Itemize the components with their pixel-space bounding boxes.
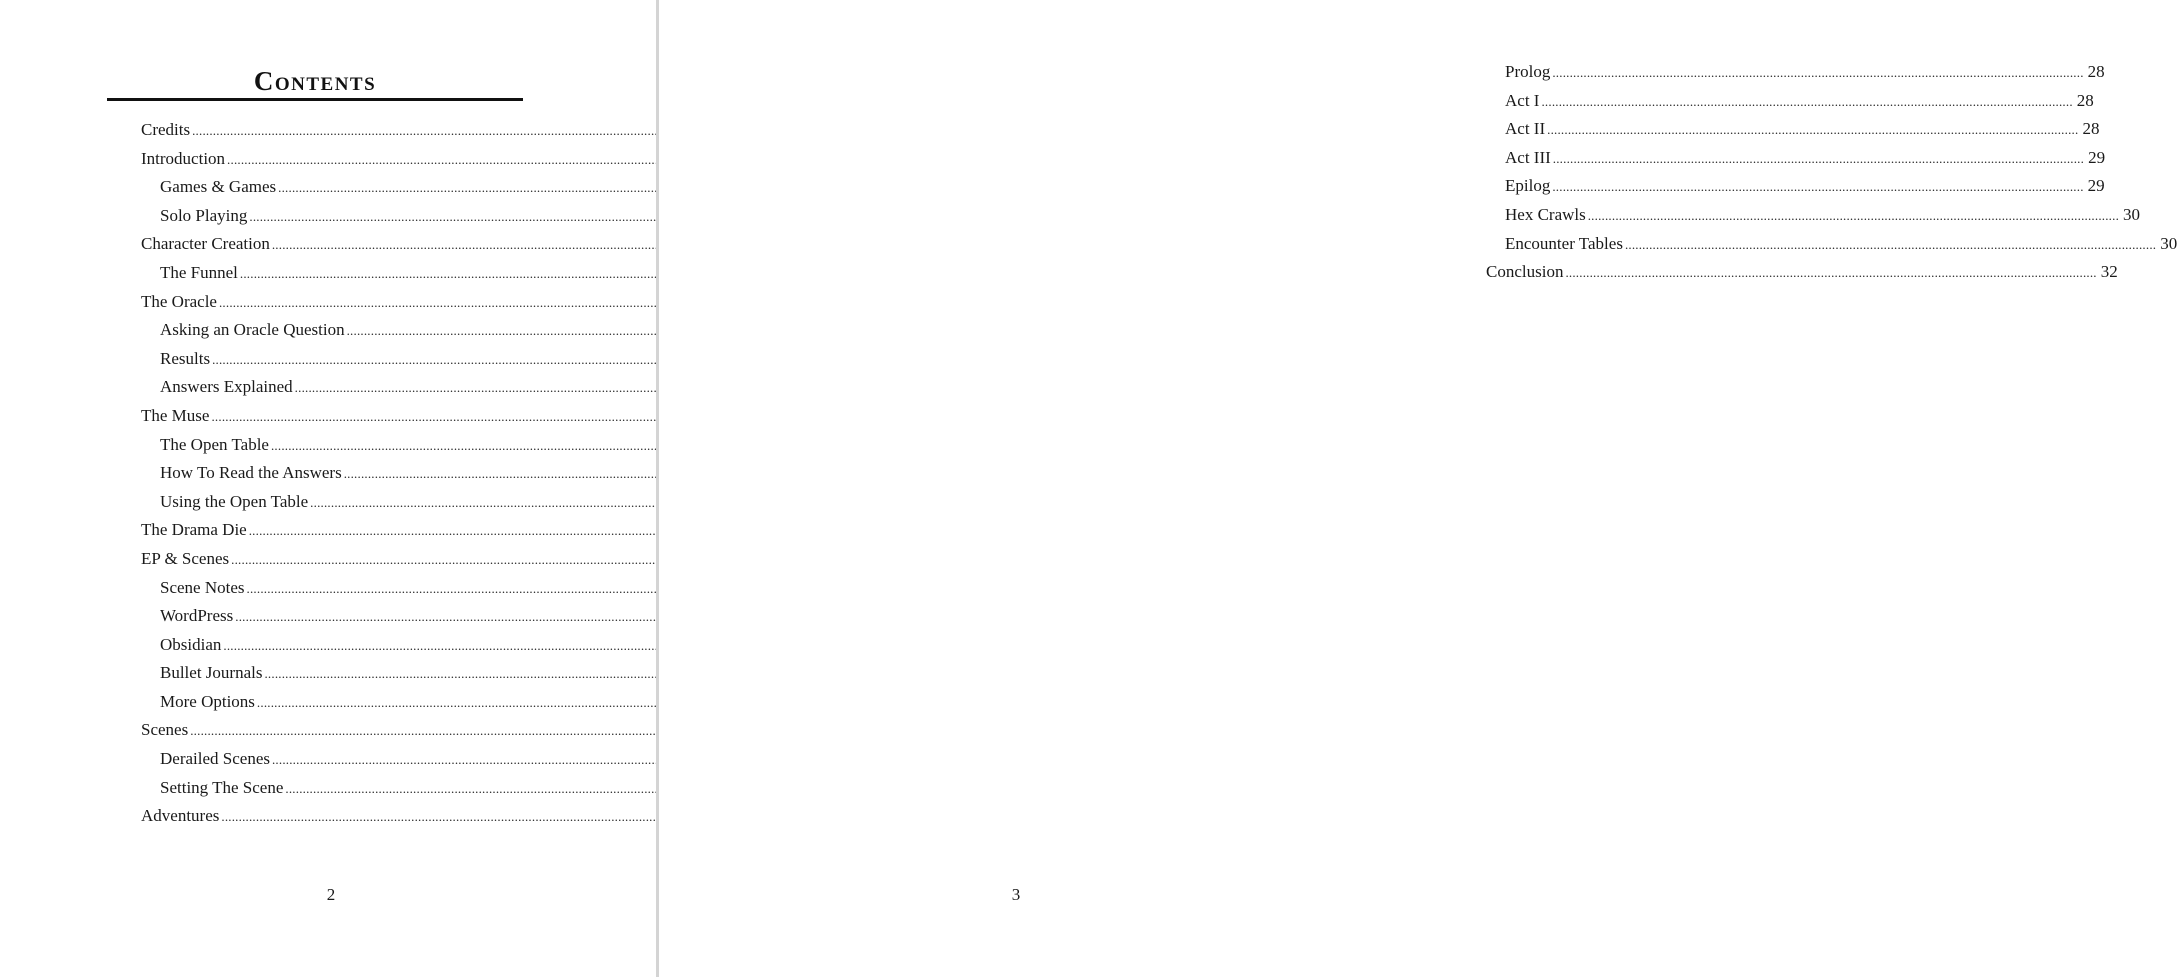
toc-entry-title: Obsidian [160, 634, 222, 654]
toc-entry[interactable] [141, 602, 520, 631]
toc-entry-page: 28 [2082, 119, 2100, 139]
toc-entry-title: WordPress [160, 606, 234, 626]
toc-entry[interactable] [1486, 201, 2141, 230]
toc-entry-title: Hex Crawls [1505, 204, 1586, 224]
toc-entry-title: Encounter Tables [1505, 233, 1623, 253]
toc-entry-page: 32 [2100, 262, 2118, 282]
toc-entry-title: Prolog [1505, 62, 1551, 81]
toc-entry[interactable] [141, 288, 520, 317]
toc-entry[interactable] [1486, 115, 2100, 144]
contents-heading: Contents [253, 66, 377, 96]
dot-leader [1588, 202, 2119, 231]
left-page [0, 0, 656, 977]
toc-entry[interactable] [141, 774, 520, 803]
toc-entry-title: Epilog [1505, 176, 1551, 196]
toc-entry-title: Using the Open Table [160, 491, 309, 511]
toc-entry[interactable] [141, 631, 520, 660]
toc-entry[interactable] [141, 802, 520, 831]
toc-entry-title: Answers Explained [160, 377, 293, 397]
toc-entry[interactable] [141, 459, 520, 488]
toc-entry[interactable] [141, 345, 520, 374]
toc-entry-title: Solo Playing [160, 205, 248, 225]
dot-leader [1553, 145, 2084, 174]
toc-entry[interactable] [1486, 87, 2094, 116]
toc-entry-title: Adventures [141, 806, 220, 826]
toc-entry-title: Games & Games [160, 177, 277, 197]
toc-entry[interactable] [1486, 144, 2106, 173]
dot-leader [190, 717, 721, 746]
toc-entry-title: Setting The Scene [160, 777, 284, 797]
toc-entry[interactable] [1486, 230, 2177, 259]
dot-leader [1625, 231, 2156, 260]
toc-entry-page: 30 [2160, 233, 2177, 253]
toc-list-left [141, 116, 520, 831]
dot-leader [1552, 173, 2083, 202]
toc-entry[interactable] [141, 259, 520, 288]
toc-list-right [1486, 58, 2177, 287]
toc-entry-title: Scenes [141, 720, 189, 740]
toc-entry-title: Scene Notes [160, 577, 245, 597]
toc-entry[interactable] [1486, 58, 2105, 87]
toc-entry-title: Results [160, 348, 211, 368]
dot-leader [192, 117, 723, 146]
toc-entry[interactable] [141, 373, 520, 402]
toc-entry-title: How To Read the Answers [160, 463, 342, 483]
dot-leader [1552, 59, 2083, 88]
dot-leader [1547, 116, 2078, 145]
dot-leader [1541, 88, 2072, 117]
toc-entry-title: The Open Table [160, 434, 269, 454]
toc-entry[interactable] [141, 688, 520, 717]
page-number: 3 [1011, 885, 1021, 904]
toc-entry[interactable] [141, 202, 520, 231]
toc-entry[interactable] [141, 488, 520, 517]
heading-rule [107, 98, 523, 101]
toc-entry-title: More Options [160, 691, 255, 711]
right-page [659, 0, 2177, 977]
toc-entry[interactable] [141, 173, 520, 202]
toc-entry[interactable] [141, 716, 520, 745]
toc-entry[interactable] [141, 545, 520, 574]
toc-entry-title: Bullet Journals [160, 663, 263, 683]
toc-entry-page: 29 [2088, 147, 2106, 167]
toc-entry-title: Conclusion [1486, 262, 1564, 282]
toc-entry[interactable] [141, 116, 520, 145]
toc-entry[interactable] [141, 431, 520, 460]
toc-entry[interactable] [141, 516, 520, 545]
page-number: 2 [326, 885, 336, 904]
toc-entry[interactable] [141, 230, 520, 259]
toc-entry[interactable] [1486, 172, 2105, 201]
toc-entry[interactable] [141, 659, 520, 688]
dot-leader [1565, 259, 2096, 288]
toc-entry[interactable] [141, 745, 520, 774]
toc-entry-title: EP & Scenes [141, 548, 230, 568]
toc-entry-title: The Funnel [160, 262, 238, 282]
toc-entry-title: Act II [1505, 119, 1546, 139]
toc-entry[interactable] [141, 402, 520, 431]
toc-entry-title: Credits [141, 120, 191, 139]
toc-entry-title: The Drama Die [141, 520, 247, 540]
toc-entry-title: The Muse [141, 405, 210, 425]
toc-entry-page: 28 [2087, 62, 2105, 81]
toc-entry-title: Asking an Oracle Question [160, 320, 345, 340]
toc-entry-title: Derailed Scenes [160, 749, 270, 769]
toc-entry-title: Introduction [141, 148, 226, 168]
toc-entry-title: Act III [1505, 147, 1551, 167]
toc-entry-title: The Oracle [141, 291, 217, 311]
toc-entry-page: 28 [2076, 90, 2094, 110]
toc-entry[interactable] [1486, 258, 2118, 287]
toc-entry-title: Character Creation [141, 234, 270, 254]
toc-entry[interactable] [141, 145, 520, 174]
toc-entry-page: 30 [2123, 204, 2141, 224]
toc-entry-page: 29 [2087, 176, 2105, 196]
toc-entry[interactable] [141, 316, 520, 345]
toc-entry[interactable] [141, 574, 520, 603]
toc-entry-title: Act I [1505, 90, 1540, 110]
